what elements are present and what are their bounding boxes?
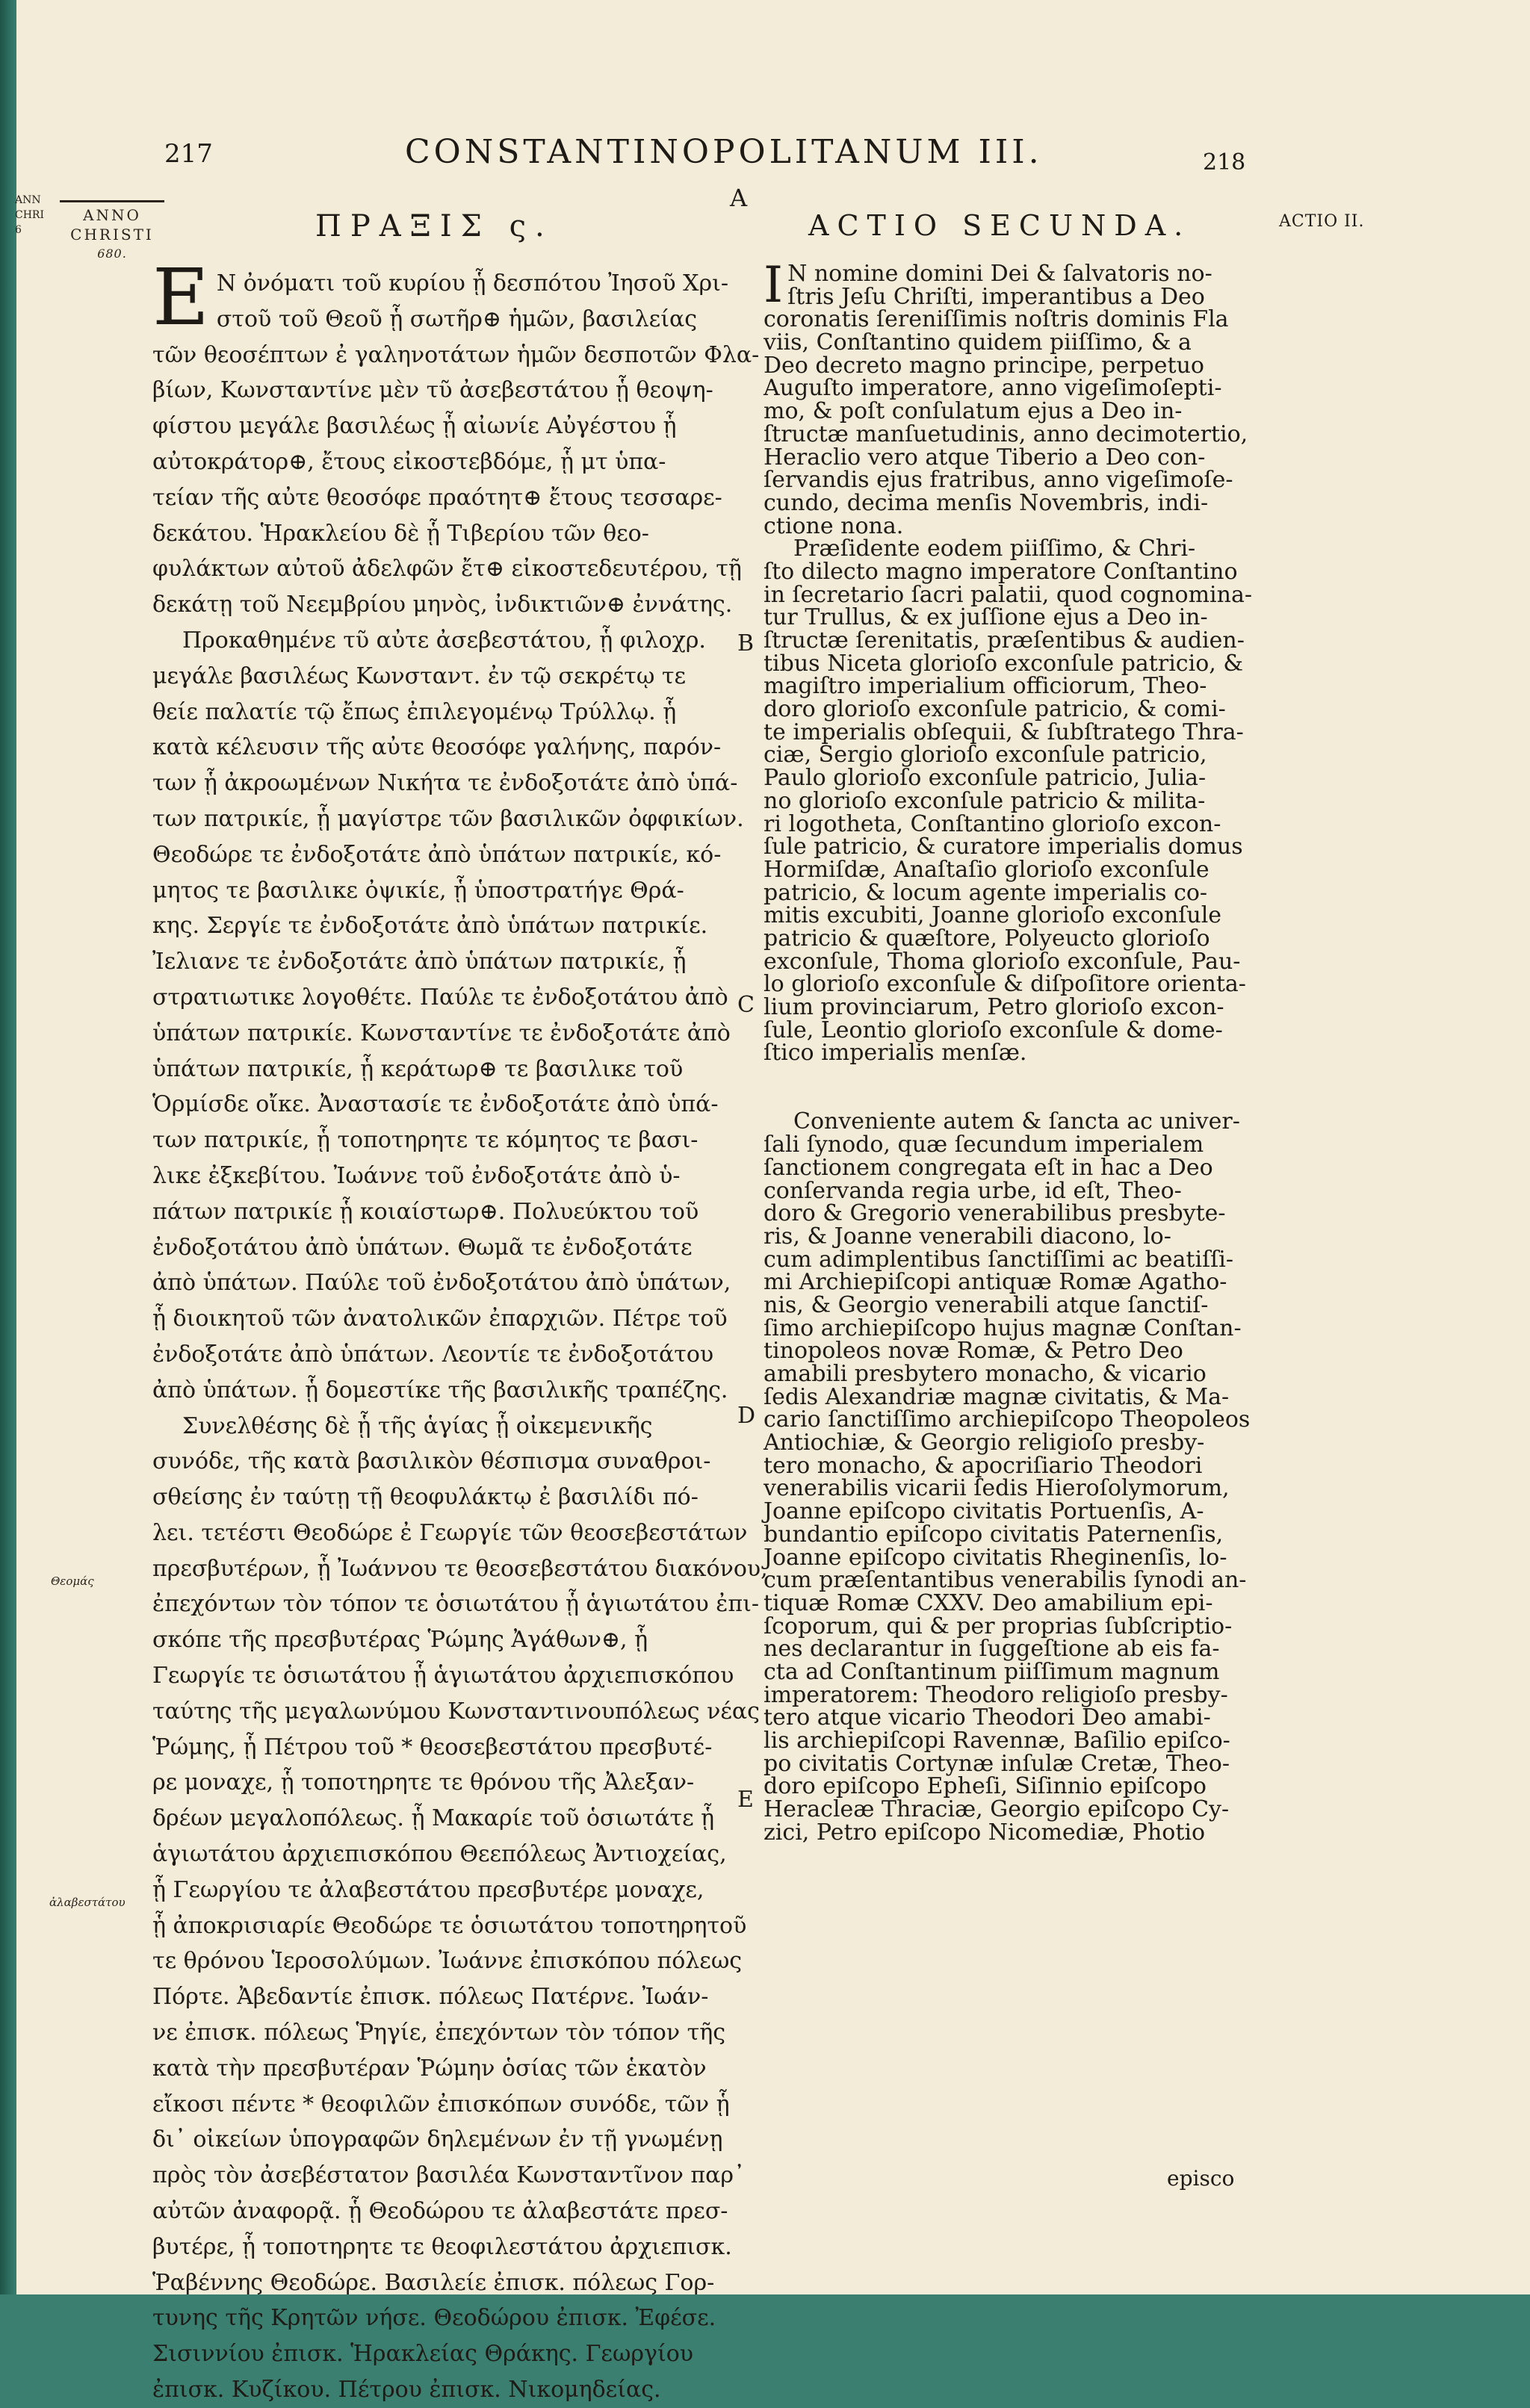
greek-text-line: ταύτης τῆς μεγαλωνύμου Κωνσταντινουπόλεως νέας (152, 1698, 760, 1725)
latin-text-line: Auguſto imperatore, anno vigeſimoſepti- (764, 375, 1222, 402)
greek-text-line: εἴκοσι πέντε * θεοφιλῶν ἐπισκόπων συνόδε, τῶν ᾗ (152, 2091, 730, 2117)
latin-text-line: ctione nona. (764, 512, 904, 539)
greek-text-line: Συνελθέσης δὲ ᾗ τῆς ἁγίας ᾗ οἰκεμενικῆς (182, 1412, 653, 1439)
latin-text-line: Joanne epiſcopo civitatis Rheginenſis, lo- (764, 1544, 1227, 1571)
greek-text-line: ᾗ ἀποκρισιαρίε Θεοδώρε τε ὁσιωτάτου τοποτηρητοῦ (152, 1912, 747, 1939)
greek-text-line: τε θρόνου Ἱεροσολύμων. Ἰωάννε ἐπισκόπου πόλεως (152, 1948, 743, 1975)
greek-text-line: φυλάκτων αὐτοῦ ἀδελφῶν ἔτ⊕ εἰκοστεδευτέρου, τῇ (152, 556, 742, 583)
latin-text-line: cario ſanctiſſimo archiepiſcopo Theopoleos (764, 1406, 1251, 1433)
latin-text-line: Joanne epiſcopo civitatis Portuenſis, A- (764, 1498, 1204, 1525)
latin-text-line: ſervandis ejus fratribus, anno vigeſimoſe- (764, 467, 1233, 494)
latin-text-line (764, 1065, 1242, 1088)
greek-text-line: θείε παλατίε τῷ ἔπως ἐπιλεγομένῳ Τρύλλῳ. ᾗ (152, 698, 677, 725)
greek-text-line: ἐπεχόντων τὸν τόπον τε ὁσιωτάτου ᾗ ἁγιωτάτου ἐπι- (152, 1591, 759, 1618)
greek-heading: ΠΡΑΞΙΣ ς. (315, 209, 554, 243)
greek-text-line: στρατιωτικε λογοθέτε. Παύλε τε ἐνδοξοτάτου ἀπὸ (152, 984, 728, 1011)
greek-text-line: δρέων μεγαλοπόλεως. ᾗ Μακαρίε τοῦ ὁσιωτάτε ᾗ (152, 1805, 715, 1832)
latin-text-line: mo, & poſt conſulatum ejus a Deo in- (764, 398, 1183, 425)
running-head: CONSTANTINOPOLITANUM III. (405, 133, 1043, 171)
latin-text-line: ſule, Leontio glorioſo exconſule & dome- (764, 1017, 1223, 1043)
greek-text-line: νε ἐπισκ. πόλεως Ῥηγίε, ἐπεχόντων τὸν τόπον τῆς (152, 2020, 725, 2047)
greek-text-line: φίστου μεγάλε βασιλέως ᾗ αἰωνίε Αὐγέστου ᾗ (152, 413, 677, 440)
greek-text-line: συνόδε, τῆς κατὰ βασιλικὸν θέσπισμα συναθροι- (152, 1448, 711, 1475)
greek-text-line: αὐτοκράτορ⊕, ἔτους εἰκοστεβδόμε, ᾗ μτ ὑπα- (152, 448, 666, 475)
greek-text-line: Ἰελιανε τε ἐνδοξοτάτε ἀπὸ ὑπάτων πατρικίε, ᾗ (152, 949, 687, 975)
greek-text-line: μεγάλε βασιλέως Κωνσταντ. ἐν τῷ σεκρέτῳ τε (152, 662, 687, 689)
latin-text-line: exconſule, Thoma glorioſo exconſule, Pau- (764, 948, 1241, 975)
latin-text-line: cundo, decima menſis Novembris, indi- (764, 489, 1209, 516)
latin-text-line: ſimo archiepiſcopo hujus magnæ Conſtan- (764, 1315, 1242, 1341)
margin-marker-d: D (737, 1403, 756, 1429)
greek-text-line: δι᾽ οἰκείων ὑπογραφῶν δηλεμένων ἐν τῇ γνωμένῃ (152, 2126, 723, 2153)
greek-text-line: N ὀνόματι τοῦ κυρίου ᾗ δεσπότου Ἰησοῦ Χρι- (216, 270, 728, 297)
previous-page-margin-label: ANN CHRI 6 (15, 194, 44, 236)
latin-text-line: Antiochiæ, & Georgio religioſo presby- (764, 1430, 1205, 1456)
latin-text-line: mitis excubiti, Joanne glorioſo exconſule (764, 902, 1222, 929)
catchword: episco (1167, 2166, 1235, 2191)
book-binding-edge (0, 0, 16, 2294)
latin-text-line: tiquæ Romæ CXXV. Deo amabilium epi- (764, 1589, 1213, 1616)
latin-text-line: cta ad Conſtantinum piiſſimum magnum (764, 1658, 1220, 1685)
greek-text-line: κατὰ κέλευσιν τῆς αὐτε θεοσόφε γαλήνης, παρόν- (152, 734, 722, 761)
greek-text-line: Προκαθημένε τῦ αὐτε ἀσεβεστάτου, ᾗ φιλοχρ. (182, 627, 706, 654)
latin-text-line: venerabilis vicarii ſedis Hieroſolymorum, (764, 1475, 1230, 1502)
latin-text-line: ri logotheta, Conſtantino glorioſo excon- (764, 810, 1221, 837)
greek-text-line: λει. τετέστι Θεοδώρε ἐ Γεωργίε τῶν θεοσεβεστάτων (152, 1519, 748, 1546)
greek-text-line: Πόρτε. Ἀβεδαντίε ἐπισκ. πόλεως Πατέρνε. Ἰωάν- (152, 1984, 709, 2011)
greek-text-line: ρε μοναχε, ᾗ τοποτηρητε τε θρόνου τῆς Ἀλεξαν- (152, 1769, 695, 1796)
latin-text-line: ſali ſynodo, quæ ſecundum imperialem (764, 1132, 1204, 1158)
latin-text-line: viis, Conſtantino quidem piiſſimo, & a (764, 329, 1192, 356)
anno-year: 680. (97, 246, 127, 261)
latin-text-line: no glorioſo exconſule patricio & milita- (764, 787, 1206, 814)
greek-text-line: Ὁρμίσδε οἴκε. Ἀναστασίε τε ἐνδοξοτάτε ἀπὸ ὑπά- (152, 1091, 719, 1118)
latin-text-line: ſtructæ ſerenitatis, præſentibus & audien- (764, 627, 1245, 654)
latin-text-line: in ſecretario ſacri palatii, quod cognomina- (764, 581, 1252, 608)
latin-text-line: tero monacho, & apocriſiario Theodori (764, 1452, 1203, 1479)
section-marker-a: A (730, 184, 748, 212)
latin-text-line: lium provinciarum, Petro glorioſo excon- (764, 994, 1224, 1020)
greek-text-line: σθείσης ἐν ταύτῃ τῇ θεοφυλάκτῳ ἐ βασιλίδι πό- (152, 1484, 699, 1511)
greek-text-line: Ῥώμης, ᾗ Πέτρου τοῦ * θεοσεβεστάτου πρεσβυτέ- (152, 1734, 713, 1760)
greek-text-line: πάτων πατρικίε ᾗ κοιαίστωρ⊕. Πολυεύκτου τοῦ (152, 1198, 699, 1225)
latin-text-line: te imperialis obſequii, & ſubſtratego Thra- (764, 719, 1244, 745)
greek-text-line: των πατρικίε, ᾗ τοποτηρητε τε κόμητος τε βασι- (152, 1127, 699, 1154)
latin-text-line: nes declarantur in ſuggeſtione ab eis fa- (764, 1636, 1220, 1663)
greek-text-line: πρεσβυτέρων, ᾗ Ἰωάννου τε θεοσεβεστάτου διακόνου, (152, 1555, 768, 1582)
latin-text-line: patricio, & locum agente imperialis co- (764, 879, 1208, 906)
latin-text-line: tinopoleos novæ Romæ, & Petro Deo (764, 1338, 1183, 1365)
greek-text-line: Σισιννίου ἐπισκ. Ἡρακλείας Θράκης. Γεωργίου (152, 2341, 694, 2368)
margin-marker-c: C (737, 992, 755, 1018)
latin-text-line: lo glorioſo exconſule & diſpoſitore orienta- (764, 971, 1246, 998)
greek-text-line: πρὸς τὸν ἀσεβέστατον βασιλέα Κωνσταντῖνον παρ᾽ (152, 2162, 746, 2189)
greek-text-line: ᾗ Γεωργίου τε ἀλαβεστάτου πρεσβυτέρε μοναχε, (152, 1876, 704, 1903)
latin-text-line: ſtris Jeſu Chriſti, imperantibus a Deo (787, 283, 1205, 310)
latin-text-line: mi Archiepiſcopi antiquæ Romæ Agatho- (764, 1269, 1227, 1296)
greek-text-line: ἁγιωτάτου ἀρχιεπισκόπου Θεεπόλεως Ἀντιοχείας, (152, 1841, 727, 1868)
anno-label: ANNO (83, 206, 141, 224)
latin-text-column (764, 256, 1252, 1846)
greek-text-line: ὑπάτων πατρικίε, ᾗ κεράτωρ⊕ τε βασιλικε τοῦ (152, 1055, 684, 1082)
right-margin-label: ACTIO II. (1279, 212, 1365, 231)
latin-text-line: Heraclio vero atque Tiberio a Deo con- (764, 444, 1206, 471)
left-page-number: 217 (164, 139, 213, 169)
greek-text-line: κατὰ τὴν πρεσβυτέραν Ῥώμην ὁσίας τῶν ἑκατὸν (152, 2055, 707, 2082)
latin-text-line: imperatorem: Theodoro religioſo presby- (764, 1681, 1228, 1708)
latin-text-line: ciæ, Sergio glorioſo exconſule patricio, (764, 742, 1207, 769)
greek-text-line: ἀπὸ ὑπάτων. Παύλε τοῦ ἐνδοξοτάτου ἀπὸ ὑπάτων, (152, 1270, 731, 1297)
latin-text-line: cum præſentantibus venerabilis ſynodi an- (764, 1567, 1247, 1594)
latin-text-line: doro glorioſo exconſule patricio, & comi- (764, 696, 1226, 723)
latin-text-line: ſcoporum, qui & per proprias ſubſcriptio- (764, 1613, 1233, 1639)
latin-text-line: Præſidente eodem piiſſimo, & Chri- (793, 536, 1196, 562)
side-note-2: ἀλαβεστάτου (49, 1896, 126, 1909)
latin-text-line: doro epiſcopo Epheſi, Siſinnio epiſcopo (764, 1773, 1207, 1800)
latin-text-line: ſtico imperialis menſæ. (764, 1040, 1027, 1067)
latin-text-line: Paulo glorioſo exconſule patricio, Julia- (764, 765, 1207, 792)
greek-text-line: δεκάτου. Ἡρακλείου δὲ ᾗ Τιβερίου τῶν θεο- (152, 520, 649, 547)
greek-text-line: των ᾗ ἀκροωμένων Νικήτα τε ἐνδοξοτάτε ἀπὸ ὑπά- (152, 770, 738, 797)
greek-text-line: μητος τε βασιλικε ὀψικίε, ᾗ ὑποστρατήγε Θρά- (152, 877, 684, 904)
latin-text-line: doro & Gregorio venerabilibus presbyte- (764, 1200, 1226, 1227)
latin-text-line (764, 1088, 1242, 1111)
latin-text-line: conſervanda regia urbe, id eſt, Theo- (764, 1177, 1182, 1204)
latin-text-line: Heracleæ Thraciæ, Georgio epiſcopo Cy- (764, 1796, 1230, 1823)
latin-text-line: bundantio epiſcopo civitatis Paternenſis, (764, 1521, 1224, 1548)
greek-text-line: τείαν τῆς αὐτε θεοσόφε πραότητ⊕ ἔτους τεσσαρε- (152, 484, 722, 511)
greek-text-line: ᾗ διοικητοῦ τῶν ἀνατολικῶν ἐπαρχιῶν. Πέτρε τοῦ (152, 1306, 728, 1332)
greek-text-line: τῶν θεοσέπτων ἐ γαληνοτάτων ἡμῶν δεσποτῶν Φλα- (152, 341, 760, 368)
drop-cap-letter: Ε (152, 252, 209, 343)
latin-text-line: ſtructæ manſuetudinis, anno decimotertio, (764, 421, 1248, 447)
greek-text-column (152, 252, 768, 2408)
margin-marker-e: E (737, 1787, 754, 1813)
greek-text-line: στοῦ τοῦ Θεοῦ ᾗ σωτῆρ⊕ ἡμῶν, βασιλείας (216, 305, 698, 332)
greek-text-line: ἐνδοξοτάτε ἀπὸ ὑπάτων. Λεοντίε τε ἐνδοξοτάτου (152, 1341, 714, 1368)
latin-text-line: tero atque vicario Theodori Deo amabi- (764, 1704, 1211, 1731)
latin-text-line: patricio & quæſtore, Polyeucto glorioſo (764, 925, 1210, 952)
latin-text-line: ſedis Alexandriæ magnæ civitatis, & Ma- (764, 1383, 1230, 1410)
greek-text-line: βίων, Κωνσταντίνε μὲν τῦ ἀσεβεστάτου ᾗ θεοψη- (152, 377, 713, 404)
side-note-1: Θεομάς (51, 1574, 94, 1588)
latin-text-line: ris, & Joanne venerabili diacono, lo- (764, 1223, 1171, 1250)
greek-text-line: ἐπισκ. Κυζίκου. Πέτρου ἐπισκ. Νικομηδείας. (152, 2377, 661, 2404)
latin-text-line: Deo decreto magno principe, perpetuo (764, 352, 1204, 379)
greek-text-line: σκόπε τῆς πρεσβυτέρας Ῥώμης Ἀγάθων⊕, ᾗ (152, 1627, 648, 1654)
latin-text-line: amabili presbytero monacho, & vicario (764, 1361, 1207, 1387)
greek-text-line: ὑπάτων πατρικίε. Κωνσταντίνε τε ἐνδοξοτάτε ἀπὸ (152, 1020, 731, 1046)
latin-text-line: ſule patricio, & curatore imperialis domus (764, 834, 1243, 860)
margin-marker-b: B (737, 630, 755, 657)
greek-text-line: των πατρικίε, ᾗ μαγίστρε τῶν βασιλικῶν ὀφφικίων. (152, 805, 744, 832)
greek-text-line: αὐτῶν ἀναφορᾷ. ᾗ Θεοδώρου τε ἀλαβεστάτε πρεσ- (152, 2198, 728, 2225)
latin-text-line: N nomine domini Dei & ſalvatoris no- (787, 261, 1212, 287)
book-page (15, 0, 1530, 2404)
latin-text-line: Conveniente autem & ſancta ac univer- (793, 1108, 1240, 1135)
greek-text-line: λικε ἐξκεβίτου. Ἰωάννε τοῦ ἐνδοξοτάτε ἀπὸ ὑ- (152, 1162, 681, 1189)
greek-text-line: Ῥαβέννης Θεοδώρε. Βασιλείε ἐπισκ. πόλεως Γορ- (152, 2269, 715, 2296)
greek-text-line: δεκάτῃ τοῦ Νεεμβρίου μηνὸς, ἰνδικτιῶν⊕ ἐννάτης. (152, 592, 733, 618)
latin-text-line: ſanctionem congregata eſt in hac a Deo (764, 1154, 1213, 1181)
latin-text-line: tur Trullus, & ex juſſione ejus a Deo in- (764, 604, 1208, 631)
greek-text-line: βυτέρε, ᾗ τοποτηρητε τε θεοφιλεστάτου ἀρχιεπισκ. (152, 2233, 732, 2260)
latin-text-line: tibus Niceta glorioſo exconſule patricio, & (764, 650, 1244, 677)
latin-text-line: lis archiepiſcopi Ravennæ, Baſilio epiſco- (764, 1728, 1230, 1754)
latin-text-line: Hormiſdæ, Anaſtaſio glorioſo exconſule (764, 856, 1210, 883)
latin-text-line: nis, & Georgio venerabili atque ſanctiſ- (764, 1291, 1209, 1318)
greek-text-line: ἐνδοξοτάτου ἀπὸ ὑπάτων. Θωμᾶ τε ἐνδοξοτάτε (152, 1234, 693, 1261)
anno-rule (60, 200, 164, 202)
greek-text-line: ἀπὸ ὑπάτων. ᾗ δομεστίκε τῆς βασιλικῆς τραπέζης. (152, 1377, 728, 1403)
greek-text-line: Θεοδώρε τε ἐνδοξοτάτε ἀπὸ ὑπάτων πατρικίε, κό- (152, 841, 722, 868)
latin-text-line: magiſtro imperialium officiorum, Theo- (764, 673, 1207, 700)
latin-text-line: po civitatis Cortynæ inſulæ Cretæ, Theo- (764, 1750, 1230, 1777)
greek-text-line: κης. Σεργίε τε ἐνδοξοτάτε ἀπὸ ὑπάτων πατρικίε. (152, 913, 708, 940)
greek-text-line: τυνης τῆς Κρητῶν νήσε. Θεοδώρου ἐπισκ. Ἐφέσε. (152, 2305, 716, 2332)
latin-heading: ACTIO SECUNDA. (808, 209, 1192, 242)
latin-text-line: ſto dilecto magno imperatore Conſtantino (764, 558, 1238, 585)
latin-text-line: cum adimplentibus ſanctiſſimi ac beatiſſi- (764, 1246, 1234, 1273)
christi-label: CHRISTI (70, 226, 154, 243)
greek-text-line: Γεωργίε τε ὁσιωτάτου ᾗ ἁγιωτάτου ἀρχιεπισκόπου (152, 1663, 734, 1689)
right-page-number: 218 (1203, 149, 1246, 176)
drop-cap-letter: I (764, 256, 784, 314)
latin-text-line: zici, Petro epiſcopo Nicomediæ, Photio (764, 1819, 1206, 1846)
latin-text-line: coronatis ſereniſſimis noſtris dominis Fla (764, 306, 1229, 333)
